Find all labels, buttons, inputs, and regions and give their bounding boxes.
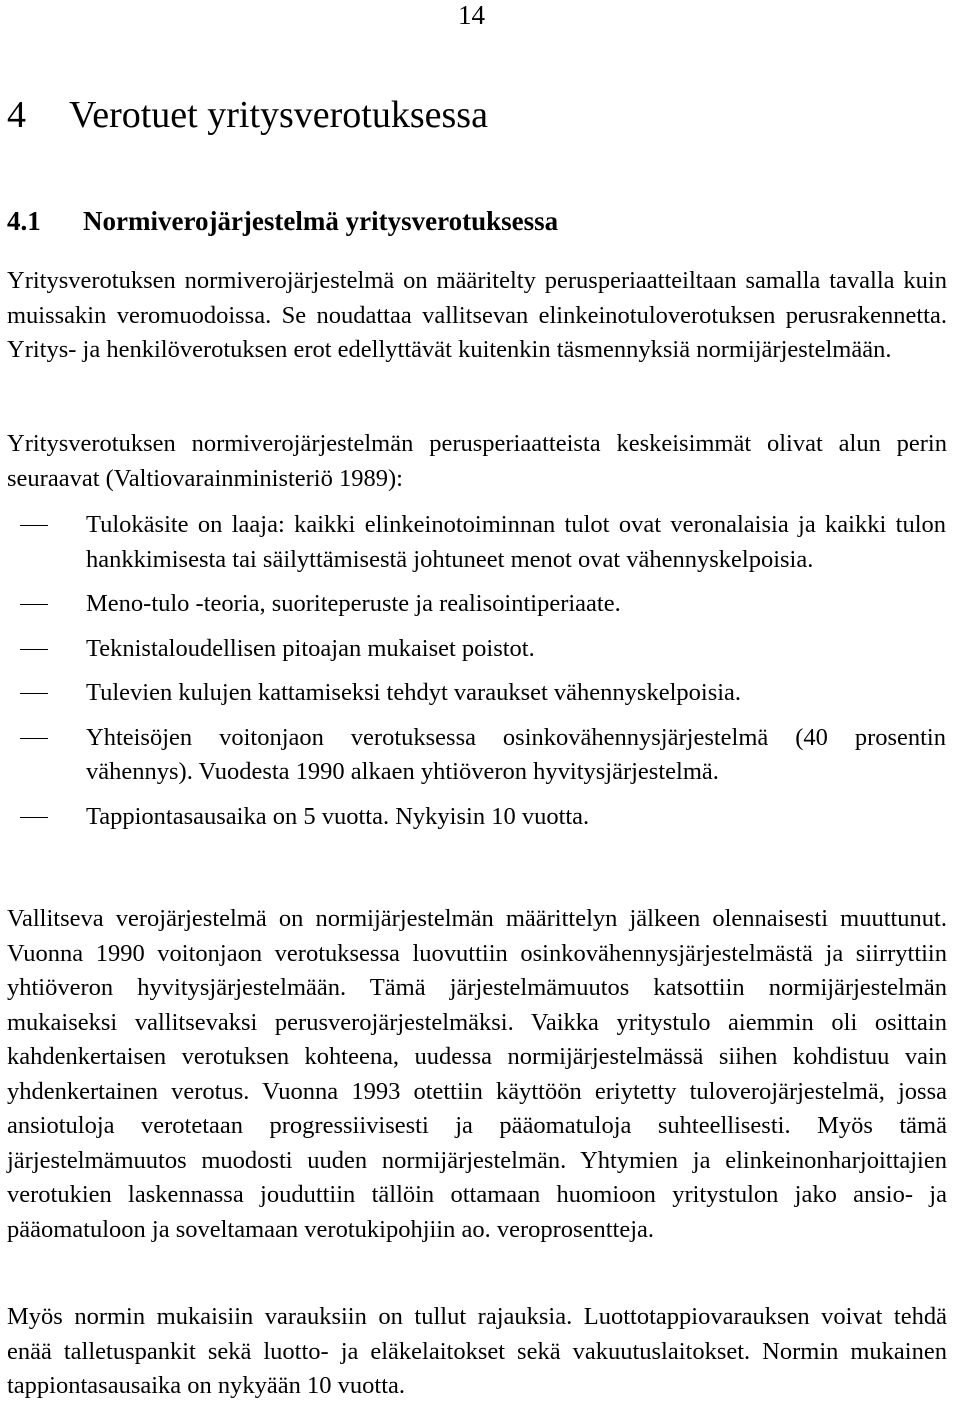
section-number: 4.1: [7, 206, 41, 236]
dash-bullet-icon: [20, 693, 48, 694]
paragraph-system-changes: Vallitseva verojärjestelmä on normijärjestelmän määrittelyn jälkeen olennaisesti muuttunut. Vuonna 1990 voitonjaon verotuksessa luovuttiin osinkovähennysjärjestelmästä ja siirryttiin yhtiöveron hyvitysjärjestelmään. Tämä järjestelmämuutos katsottiin normijärjestelmän mukaiseksi vallitsevaksi perusverojärjestelmäksi. Vaikka yritystulo aiemmin oli osittain kahdenkertaisen verotuksen kohteena, uudessa normijärjestelmässä siihen kohdistuu vain yhdenkertainen verotus. Vuonna 1993 otettiin käyttöön eriytetty tuloverojärjestelmä, jossa ansiotuloja verotetaan progressiivisesti ja pääomatuloja suhteellisesti. Myös tämä järjestelmämuutos muodosti uuden normijärjestelmän. Yhtymien ja elinkeinonharjoittajien verotukien laskennassa jouduttiin tällöin ottamaan huomioon yritystulon jako ansio- ja pääomatuloon ja soveltamaan verotukipohjiin ao. veroprosentteja.: [7, 905, 947, 1243]
list-item-text: Teknistaloudellisen pitoajan mukaiset poistot.: [86, 634, 535, 662]
page-number: 14: [458, 0, 485, 30]
dash-bullet-icon: [20, 525, 48, 526]
section-title: Normiverojärjestelmä yritysverotuksessa: [83, 206, 559, 236]
list-item-text: Tulevien kulujen kattamiseksi tehdyt varaukset vähennyskelpoisia.: [86, 679, 742, 706]
section-heading: [7, 204, 558, 238]
dash-bullet-icon: [20, 738, 48, 739]
dash-bullet-icon: [20, 604, 48, 605]
list-item-text: Yhteisöjen voitonjaon verotuksessa osinkovähennysjärjestelmä (40 prosentin vähennys). Vuodesta 1990 alkaen yhtiöveron hyvitysjärjestelmä.: [86, 723, 946, 785]
list-item: [0, 508, 946, 577]
chapter-title: Verotuet yritysverotuksessa: [69, 94, 488, 136]
list-item: [0, 721, 946, 790]
list-item: [0, 800, 946, 835]
list-item-text: Tappiontasausaika on 5 vuotta. Nykyisin 10 vuotta.: [86, 802, 590, 830]
principles-list: [0, 508, 960, 844]
chapter-number: 4: [7, 94, 26, 136]
list-item-text: Tulokäsite on laaja: kaikki elinkeinotoiminnan tulot ovat veronalaisia ja kaikki tulon hankkimisesta tai säilyttämisestä johtuneet menot ovat vähennyskelpoisia.: [86, 511, 946, 573]
dash-bullet-icon: [20, 817, 48, 818]
paragraph-intro: Yritysverotuksen normiverojärjestelmä on määritelty perusperiaatteiltaan samalla tavalla kuin muissakin veromuodoissa. Se noudattaa vallitsevan elinkeinotuloverotuksen perusrakennetta. Yritys- ja henkilöverotuksen erot edellyttävät kuitenkin täsmennyksiä normijärjestelmään.: [7, 267, 947, 363]
list-item-text: Meno-tulo -teoria, suoriteperuste ja realisointiperiaate.: [86, 590, 621, 617]
chapter-heading: [7, 92, 488, 138]
paragraph-reserves: Myös normin mukaisiin varauksiin on tullut rajauksia. Luottotappiovarauksen voivat tehdä enää talletuspankit sekä luotto- ja eläkelaitokset sekä vakuutuslaitokset. Normin mukainen tappiontasausaika on nykyään 10 vuotta.: [7, 1303, 947, 1399]
list-item: [0, 676, 946, 711]
dash-bullet-icon: [20, 649, 48, 650]
list-item: [0, 632, 946, 667]
list-item: [0, 587, 946, 622]
paragraph-principles-lead: Yritysverotuksen normiverojärjestelmän perusperiaatteista keskeisimmät olivat alun perin seuraavat (Valtiovarainministeriö 1989):: [7, 430, 947, 492]
